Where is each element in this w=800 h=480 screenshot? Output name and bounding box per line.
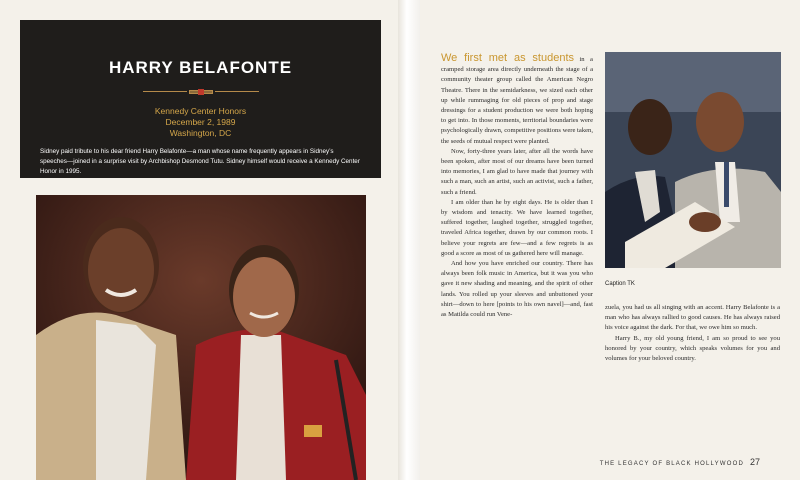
running-title: THE LEGACY OF BLACK HOLLYWOOD (599, 461, 744, 467)
title-box (20, 20, 381, 178)
page-title: HARRY BELAFONTE (108, 58, 293, 77)
event-date: December 2, 1989 (165, 117, 236, 127)
paragraph-1 (441, 53, 593, 147)
lead-in: We first met as students (441, 52, 575, 64)
intro-text: Sidney paid tribute to his dear friend Harry Belafonte—a man whose name frequently appears in Sidney’s speeches—joined in a surprise visit by Archbishop Desmond Tutu. Sidney himself would receive a Kennedy Center Honor in 1995. (40, 148, 360, 175)
paragraph-3: I am older than he by eight days. He is older than I by wisdom and tenacity. We have learned together, suffered together, laughed together, struggled together, traveled Africa together, drawn by our common roots. I believe your regrets are few—and a few regrets is as good a score as most of us gathered here will manage. (441, 198, 593, 257)
photo-belafonte-poitier (36, 195, 366, 480)
gutter (398, 0, 420, 480)
photo-caption: Caption TK (605, 281, 635, 287)
paragraph-2: Now, forty-three years later, after all the words have been spoken, after most of our dreams have been turned into memories, I am glad to have made that journey with such a man, such an artist, such an activist, such a father, such a friend. (441, 147, 593, 196)
photo-poitier-belafonte-archive (605, 52, 781, 268)
title-ornament (143, 88, 259, 96)
paragraph-6: Harry B., my old young friend, I am so proud to see you honored by your country, which speaks volumes for you and volumes for your beloved country. (605, 334, 780, 363)
paragraph-1-text: in a cramped storage area directly underneath the stage of a community theater group called the American Negro Theatre. There in the semidarkness, we sized each other up while rummaging for old pieces of prop and stage dressings for a student production we were both hoping to get into. In those moments, territorial boundaries were psychologically drawn, competitive positions were taken, the seeds of mutual respect were planted. (441, 56, 593, 145)
body-column-1 (441, 53, 593, 320)
body-column-2 (605, 303, 780, 364)
page-number: 27 (749, 457, 760, 467)
paragraph-5: zuela, you had us all singing with an accent. Harry Belafonte is a man who has always rallied to good causes. He has always raised his voice against the dark. For that, we owe him so much. (605, 304, 780, 332)
event-info (20, 106, 381, 139)
paragraph-4: And how you have enriched our country. There has always been folk music in America, but it was you who gave it new shading and meaning, and the spirit of other lands. You rolled up your sleeves and unbuttoned your shirt—down to here [points to his own navel]—and, fast as Matilda could run Vene- (441, 260, 593, 319)
event-location: Washington, DC (169, 128, 232, 138)
event-name: Kennedy Center Honors (154, 106, 247, 116)
page-footer (600, 452, 760, 470)
